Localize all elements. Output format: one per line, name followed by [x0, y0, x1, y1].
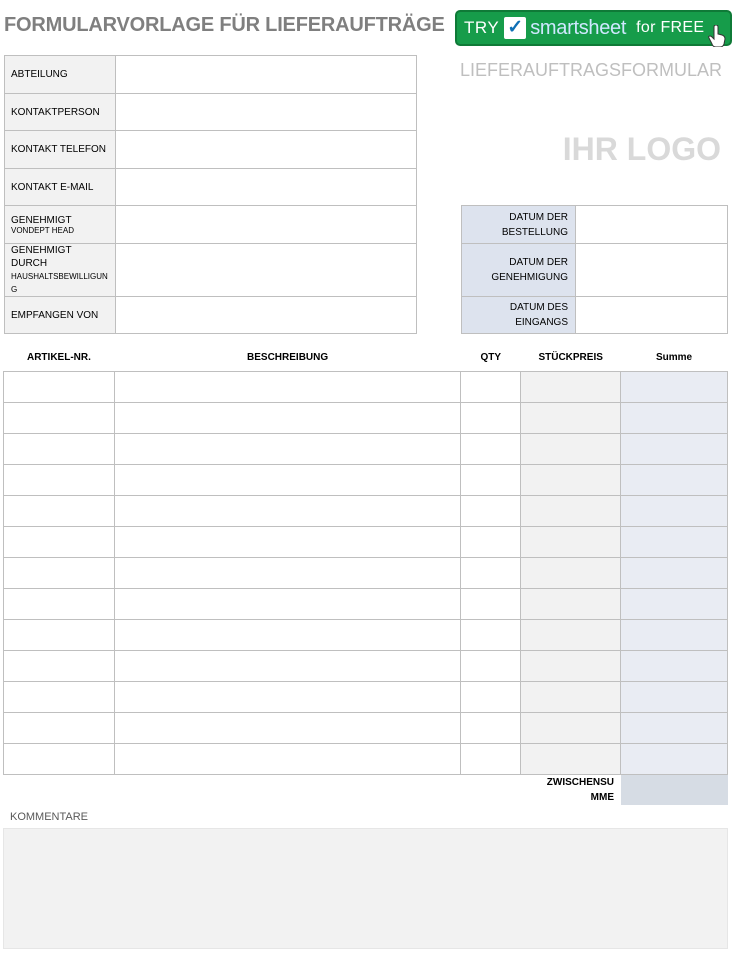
qty-cell[interactable] — [461, 433, 521, 464]
comments-label: KOMMENTARE — [10, 811, 89, 823]
unit-price-cell[interactable] — [521, 619, 621, 650]
total-cell[interactable] — [621, 588, 728, 619]
qty-cell[interactable] — [461, 495, 521, 526]
unit-price-cell[interactable] — [521, 495, 621, 526]
date-info-table — [461, 205, 728, 334]
qty-cell[interactable] — [461, 619, 521, 650]
unit-price-cell[interactable] — [521, 402, 621, 433]
description-cell[interactable] — [114, 681, 460, 712]
item-no-cell[interactable] — [4, 402, 115, 433]
unit-price-cell[interactable] — [521, 464, 621, 495]
info-row-contact-phone — [5, 131, 417, 169]
description-cell[interactable] — [114, 464, 460, 495]
unit-price-cell[interactable] — [521, 371, 621, 402]
comments-field[interactable] — [3, 828, 728, 949]
qty-cell[interactable] — [461, 557, 521, 588]
total-cell[interactable] — [621, 619, 728, 650]
date-row-receipt — [462, 297, 728, 334]
order-date-label: DATUM DER BESTELLUNG — [462, 206, 576, 244]
contact-person-field[interactable] — [116, 94, 417, 131]
logo-placeholder: IHR LOGO — [562, 131, 721, 167]
approved-budget-label: GENEHMIGT DURCH HAUSHALTSBEWILLIGUNG — [5, 244, 116, 297]
table-row — [4, 619, 728, 650]
qty-cell[interactable] — [461, 402, 521, 433]
item-no-cell[interactable] — [4, 557, 115, 588]
pointer-hand-icon — [708, 25, 726, 47]
table-row — [4, 557, 728, 588]
table-row — [4, 526, 728, 557]
qty-cell[interactable] — [461, 371, 521, 402]
total-cell[interactable] — [621, 743, 728, 774]
table-row — [4, 712, 728, 743]
item-no-cell[interactable] — [4, 433, 115, 464]
unit-price-cell[interactable] — [521, 526, 621, 557]
table-row — [4, 743, 728, 774]
approval-date-label: DATUM DER GENEHMIGUNG — [462, 244, 576, 297]
total-cell[interactable] — [621, 712, 728, 743]
total-cell[interactable] — [621, 464, 728, 495]
item-no-cell[interactable] — [4, 619, 115, 650]
item-no-cell[interactable] — [4, 588, 115, 619]
description-cell[interactable] — [114, 433, 460, 464]
department-label: ABTEILUNG — [5, 56, 116, 94]
item-no-cell[interactable] — [4, 650, 115, 681]
item-no-cell[interactable] — [4, 681, 115, 712]
unit-price-cell[interactable] — [521, 588, 621, 619]
qty-cell[interactable] — [461, 526, 521, 557]
table-row — [4, 650, 728, 681]
unit-price-cell[interactable] — [521, 743, 621, 774]
description-cell[interactable] — [114, 526, 460, 557]
item-no-cell[interactable] — [4, 464, 115, 495]
table-row — [4, 681, 728, 712]
col-header-unit-price: STÜCKPREIS — [538, 352, 603, 364]
contact-phone-field[interactable] — [116, 131, 417, 169]
form-subtitle: LIEFERAUFTRAGSFORMULAR — [459, 60, 722, 80]
receipt-date-label: DATUM DES EINGANGS — [462, 297, 576, 334]
item-no-cell[interactable] — [4, 743, 115, 774]
contact-email-label: KONTAKT E-MAIL — [5, 169, 116, 206]
col-header-item-no: ARTIKEL-NR. — [26, 352, 91, 364]
received-from-field[interactable] — [116, 297, 417, 334]
table-row — [4, 464, 728, 495]
qty-cell[interactable] — [461, 588, 521, 619]
page-title: FORMULARVORLAGE FÜR LIEFERAUFTRÄGE — [4, 14, 445, 36]
col-header-qty: QTY — [480, 352, 502, 364]
contact-person-label: KONTAKTPERSON — [5, 94, 116, 131]
unit-price-cell[interactable] — [521, 712, 621, 743]
unit-price-cell[interactable] — [521, 681, 621, 712]
line-items-table — [3, 345, 728, 775]
approved-dept-head-field[interactable] — [116, 206, 417, 244]
qty-cell[interactable] — [461, 743, 521, 774]
table-row — [4, 588, 728, 619]
contact-email-field[interactable] — [116, 169, 417, 206]
date-row-approval — [462, 244, 728, 297]
item-no-cell[interactable] — [4, 371, 115, 402]
description-cell[interactable] — [114, 650, 460, 681]
receipt-date-field[interactable] — [576, 297, 728, 334]
subtotal-field[interactable] — [621, 775, 728, 805]
info-row-approved-budget — [5, 244, 417, 297]
description-cell[interactable] — [114, 495, 460, 526]
unit-price-cell[interactable] — [521, 650, 621, 681]
banner-brand-text: smartsheet — [530, 16, 627, 39]
total-cell[interactable] — [621, 650, 728, 681]
total-cell[interactable] — [621, 495, 728, 526]
info-row-approved-dept-head — [5, 206, 417, 244]
approved-dept-head-label: GENEHMIGT VONDEPT HEAD — [5, 206, 116, 244]
qty-cell[interactable] — [461, 650, 521, 681]
info-row-department — [5, 56, 417, 94]
approval-date-field[interactable] — [576, 244, 728, 297]
description-cell[interactable] — [114, 371, 460, 402]
total-cell[interactable] — [621, 433, 728, 464]
description-cell[interactable] — [114, 557, 460, 588]
table-row — [4, 402, 728, 433]
qty-cell[interactable] — [461, 712, 521, 743]
info-row-contact-person — [5, 94, 417, 131]
qty-cell[interactable] — [461, 464, 521, 495]
department-field[interactable] — [116, 56, 417, 94]
info-row-contact-email — [5, 169, 417, 206]
items-header-row — [4, 345, 728, 371]
total-cell[interactable] — [621, 526, 728, 557]
total-cell[interactable] — [621, 681, 728, 712]
table-row — [4, 371, 728, 402]
item-no-cell[interactable] — [4, 526, 115, 557]
col-header-total: Summe — [656, 352, 693, 364]
approved-budget-field[interactable] — [116, 244, 417, 297]
items-body — [4, 371, 728, 774]
subtotal-label: ZWISCHENSU MME — [546, 777, 614, 803]
description-cell[interactable] — [114, 712, 460, 743]
description-cell[interactable] — [114, 588, 460, 619]
smartsheet-check-icon: ✓ — [504, 17, 526, 39]
received-from-label: EMPFANGEN VON — [5, 297, 116, 334]
date-row-order — [462, 206, 728, 244]
order-date-field[interactable] — [576, 206, 728, 244]
unit-price-cell[interactable] — [521, 557, 621, 588]
item-no-cell[interactable] — [4, 712, 115, 743]
total-cell[interactable] — [621, 402, 728, 433]
contact-info-table — [4, 55, 417, 334]
table-row — [4, 495, 728, 526]
banner-free-text: for FREE — [636, 19, 705, 36]
banner-try-text: TRY — [464, 18, 500, 37]
try-smartsheet-banner[interactable] — [455, 10, 732, 46]
qty-cell[interactable] — [461, 681, 521, 712]
description-cell[interactable] — [114, 619, 460, 650]
table-row — [4, 433, 728, 464]
contact-phone-label: KONTAKT TELEFON — [5, 131, 116, 169]
item-no-cell[interactable] — [4, 495, 115, 526]
description-cell[interactable] — [114, 743, 460, 774]
col-header-description: BESCHREIBUNG — [247, 352, 329, 364]
info-row-received-from — [5, 297, 417, 334]
description-cell[interactable] — [114, 402, 460, 433]
total-cell[interactable] — [621, 557, 728, 588]
total-cell[interactable] — [621, 371, 728, 402]
unit-price-cell[interactable] — [521, 433, 621, 464]
